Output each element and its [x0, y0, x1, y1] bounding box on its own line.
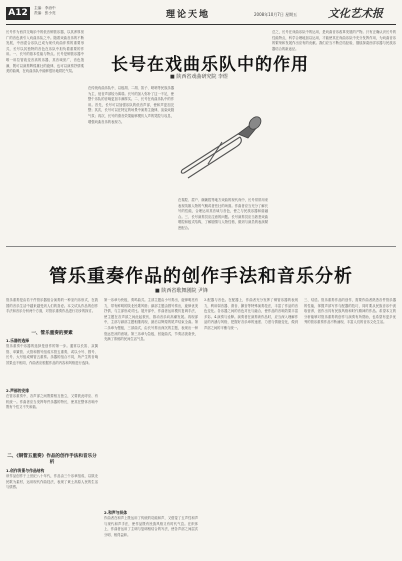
- article2-subheading: 2.声部的安排: [6, 388, 30, 393]
- article2-subheading: 一、管乐重奏的要素: [31, 331, 73, 336]
- trombone-image: [178, 112, 262, 196]
- article2-column-2: 第一乐章为快板，奏鸣曲式。主部主题由小号奏出，旋律明亮有力，带有鲜明的陕北民歌风格；副部主题由圆号奏出，旋律优美抒情，与主部形成对比。展开部中，作曲者运用模仿复调手法，使主题在各声部之间此起彼伏，推动音乐向高潮发展。再现部中，主部与副部主题相继再现，最后以辉煌的尾声结束全曲。第二乐章为慢板，三部曲式，由长号奏出深沉的主题，表现出一种悠远苍凉的意境。第三乐章为急板，回旋曲式，节奏活泼欢快，充满了浓郁的民间生活气息。: [104, 298, 198, 342]
- newspaper-masthead: 文化艺术报: [328, 7, 383, 20]
- header-rule: [6, 24, 396, 25]
- issue-date: 2008年10月7日 星期五: [254, 12, 298, 17]
- article2-column-1-text: 该作品创作于上世纪八十年代，作品由三个乐章组成，以陕北民歌为素材，运用现代作曲技法，表现了黄土高原人民的生活与情感。: [6, 474, 98, 490]
- article2-column-1-text: 在管乐重奏中，各声部之间既要相互独立，又要彼此呼应、有机统一。作曲者应当发挥每件乐器的特长，使其在整体音响中既有个性又不失和谐。: [6, 394, 98, 410]
- article2-column-3: 3.配器与音色。在配器上，作曲者充分发挥了铜管乐器的表现力，利用弱音器、滑音、颤音等特殊演奏技法，丰富了作品的音色变化。各乐器之间的音色对比与融合，使作品的音响效果丰富多彩。4.演奏与诠释。演奏者在演奏该作品时，应当深入理解作品的内涵与风格，把握好各乐章的速度、力度与情绪变化，做到声部之间的平衡与统一。: [204, 298, 298, 330]
- article2-column-1-text: 管乐重奏中乐器的选择是创作的第一步。通常以长笛、双簧管、单簧管、大管和圆号组成木管五重奏，或以小号、圆号、长号、大号组成铜管五重奏。乐器的组合不同，所产生的音响效果也不相同，作曲者应根据作品的内容和风格进行选择。: [6, 344, 98, 365]
- editor-line: 主编：李治中: [34, 6, 56, 10]
- section-title: 理论天地: [166, 10, 211, 20]
- article1-column-2: 在传统戏曲乐队中，以板胡、二胡、笛子、唢呐等民族乐器为主，低音声部较为薄弱。长号的加入弥补了这一不足，使整个乐队的音响更加丰满厚实。二、长号在戏曲乐队中的作用。首先，长号可以加强乐队的低音声部，使和声更加完整；其次，长号可以在特定的场景中演奏主旋律，渲染戏剧气氛；再次，长号的滑音效果能够模仿人声的哭腔与叹息，增强戏曲音乐的表现力。: [88, 86, 174, 124]
- editor-line: 责编：张小亮: [34, 11, 56, 15]
- page-header: [6, 4, 396, 24]
- article2-subheading: 2.和声与织体: [104, 510, 128, 515]
- article1-title: 长号在戏曲乐队中的作用: [111, 55, 309, 75]
- editor-info: [34, 6, 56, 16]
- article1-column-3: 在秦腔、眉户、碗碗腔等地方戏曲的现代戏中，长号常常用来表现英雄人物的气概或者悲壮的场面。作曲者应当充分了解长号的性能，合理运用其音域与音色，使之与民族乐器和谐融合。三、长号演奏员应注意的问题。长号演奏员应当熟悉戏曲唱腔和板式结构，了解剧情与人物性格，做到与演员的表演紧密配合。: [178, 198, 268, 230]
- article1-column-1: 长号作为西洋交响乐中的低音铜管乐器，以其浑厚宽广的音色被引入戏曲乐队之中。随着戏曲音乐的不断发展，中西混合乐队已成为现代戏曲伴奏的重要形式，长号以其独特的音色在乐队中担负着重要的作用。一、长号的基本性能与特点。长号是铜管乐器中唯一用拉管改变音高的乐器，其音域宽广，音色饱满，既可以演奏辉煌雄壮的旋律，也可以演奏抒情柔美的曲调，在戏曲乐队中能够很好地烘托气氛。: [6, 30, 84, 74]
- article2-subheading: 1.创作背景与作品结构: [6, 468, 45, 473]
- article1-byline: ■ 陕西省戏曲研究院 李煜: [170, 74, 228, 80]
- article2-subheading: 1.乐器的选择: [6, 338, 30, 343]
- article1-column-4: 总之，长号在戏曲乐队中的运用，是戏曲音乐改革发展的产物。只有正确认识长号的性能特点，科学合理地加以运用，才能使其在戏曲乐队中充分发挥作用，为戏曲音乐的繁荣和发展作出应有的贡献。我们应当不断总结经验，继续探索西洋乐器与民族乐器结合的新途径。: [272, 30, 396, 51]
- article2-byline: ■ 陕西省歌舞剧院 尹锋: [155, 288, 208, 294]
- article-divider: [6, 246, 396, 247]
- article2-title: 管乐重奏作品的创作手法和音乐分析: [49, 266, 353, 287]
- article2-column-2-text: 作曲者在和声上既运用了传统的功能和声，又借鉴了五声性和声与现代和声手法，使作品既有民族风格又有时代气息。在织体上，作曲者运用了主调与复调相结合的写法，使各声部之间层次分明、相得益彰。: [104, 516, 198, 537]
- article2-column-4: 三、结语。管乐重奏作品的创作，需要作曲者熟悉各件管乐器的性能，掌握声部写作与配器的技巧，同时要从民族音乐中汲取营养，创作出具有民族风格和时代精神的作品。希望本文的分析能够对管乐重奏的创作与演奏有所帮助，也希望有更多优秀的管乐重奏作品不断涌现，丰富人们的音乐文化生活。: [304, 298, 396, 325]
- page-number: A12: [6, 7, 30, 20]
- article2-column-1-intro: 管乐重奏是由若干件管乐器组合演奏的一种室内乐形式，在我国的音乐生活中越来越受到人们的喜爱。本文试从作品的创作手法和音乐分析两个方面，对管乐重奏作品进行初步的探讨。: [6, 298, 98, 314]
- article2-subheading: 二、《铜管五重奏》作品的创作手法和音乐分析: [7, 454, 97, 465]
